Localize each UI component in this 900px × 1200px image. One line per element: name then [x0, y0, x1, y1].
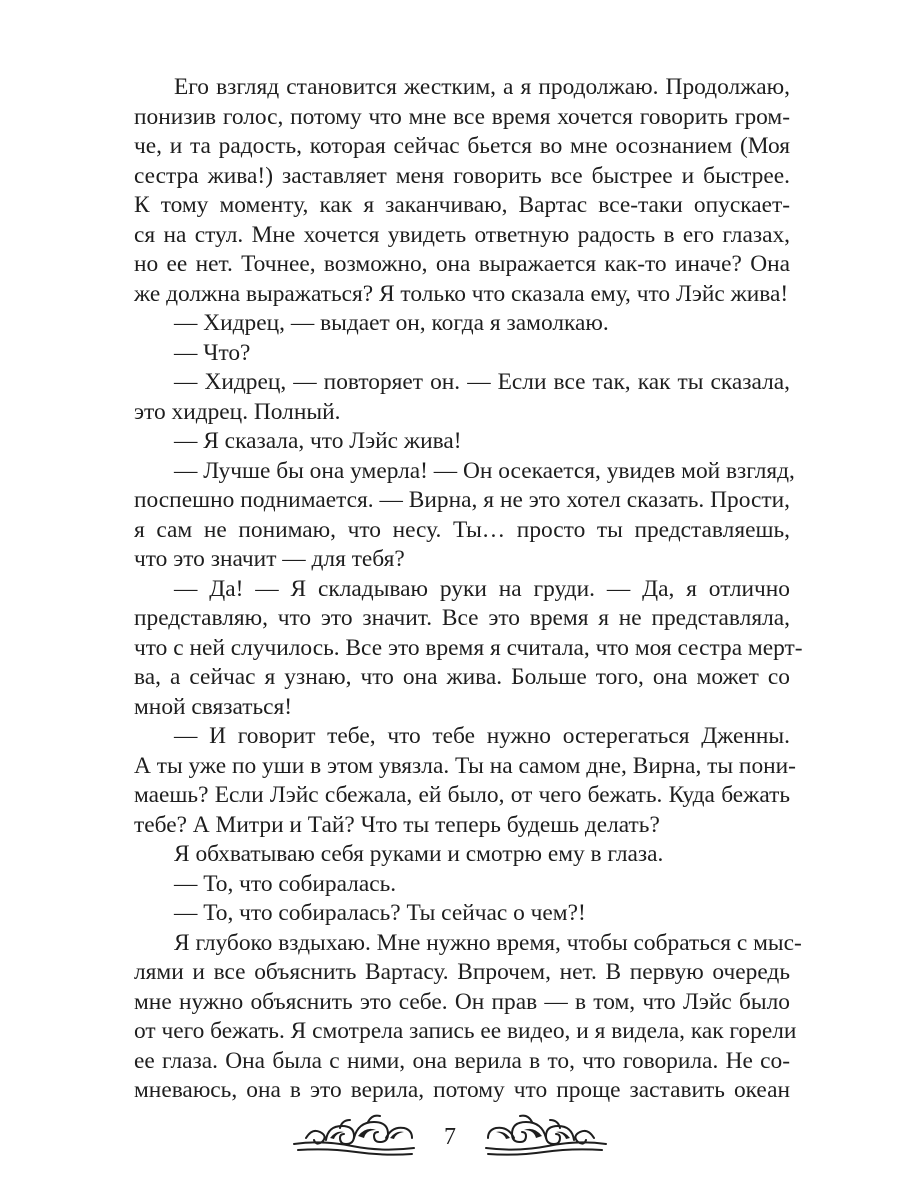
text-line: Я обхватываю себя руками и смотрю ему в глаза. [174, 841, 664, 867]
text-line: К тому моменту, как я заканчиваю, Вартас все-таки опускает- [134, 192, 790, 218]
text-line: — То, что собиралась? Ты сейчас о чем?! [174, 900, 586, 926]
text-line: че, и та радость, которая сейчас бьется во мне осознанием (Моя [134, 133, 790, 159]
text-line: что это значит — для тебя? [134, 546, 405, 572]
text-line: — Лучше бы она умерла! — Он осекается, увидев мой взгляд, [174, 457, 795, 484]
text-line: поспешно поднимается. — Вирна, я не это хотел сказать. Прости, [134, 487, 790, 513]
text-line: мневаюсь, она в это верила, потому что проще заставить океан [134, 1077, 790, 1103]
text-line: это хидрец. Полный. [134, 398, 341, 425]
text-line: — Я сказала, что Лэйс жива! [174, 428, 462, 454]
text-line: от чего бежать. Я смотрела запись ее видео, и я видела, как горели [134, 1018, 797, 1044]
text-line: что с ней случилось. Все это время я считала, что моя сестра мерт- [134, 634, 803, 661]
text-line: ее глаза. Она была с ними, она верила в то, что говорила. Не со- [134, 1047, 790, 1074]
text-line: мне нужно объяснить это себе. Он прав — в том, что Лэйс было [134, 988, 790, 1015]
text-line: А ты уже по уши в этом увязла. Ты на самом дне, Вирна, ты пони- [134, 752, 796, 779]
text-line: понизив голос, потому что мне все время хочется говорить гром- [134, 103, 790, 130]
text-line: сестра жива!) заставляет меня говорить все быстрее и быстрее. [134, 162, 790, 189]
text-line: — То, что собиралась. [174, 870, 397, 897]
text-line: представляю, что это значит. Все это время я не представляла, [134, 605, 790, 631]
text-line: Его взгляд становится жестким, а я продолжаю. Продолжаю, [174, 74, 790, 100]
text-line: Я глубоко вздыхаю. Мне нужно время, чтобы собраться с мыс- [174, 929, 802, 956]
text-line: мной связаться! [134, 693, 293, 720]
text-line: я сам не понимаю, что несу. Ты… просто ты представляешь, [134, 516, 790, 543]
page-number: 7 [444, 1124, 456, 1150]
text-line: тебе? А Митри и Тай? Что ты теперь будешь делать? [134, 811, 660, 838]
wave-ornament-right-icon [484, 1108, 608, 1158]
text-line: но ее нет. Точнее, возможно, она выражается как-то иначе? Она [134, 251, 790, 277]
wave-ornament-left-icon [292, 1108, 416, 1158]
text-line: — Да! — Я складываю руки на груди. — Да, я отлично [174, 575, 790, 602]
text-line: — И говорит тебе, что тебе нужно остерегаться Дженны. [174, 723, 790, 749]
page-body [134, 73, 803, 1106]
text-line: — Хидрец, — выдает он, когда я замолкаю. [174, 310, 609, 336]
text-line: же должна выражаться? Я только что сказала ему, что Лэйс жива! [134, 280, 789, 307]
page-footer [0, 1108, 900, 1168]
text-line: — Что? [174, 339, 251, 366]
text-line: ся на стул. Мне хочется увидеть ответную радость в его глазах, [134, 221, 790, 248]
text-line: — Хидрец, — повторяет он. — Если все так, как ты сказала, [174, 369, 790, 395]
text-line: маешь? Если Лэйс сбежала, ей было, от чего бежать. Куда бежать [134, 782, 790, 808]
text-line: ва, а сейчас я узнаю, что она жива. Больше того, она может со [134, 664, 790, 690]
text-line: лями и все объяснить Вартасу. Впрочем, нет. В первую очередь [134, 959, 790, 985]
